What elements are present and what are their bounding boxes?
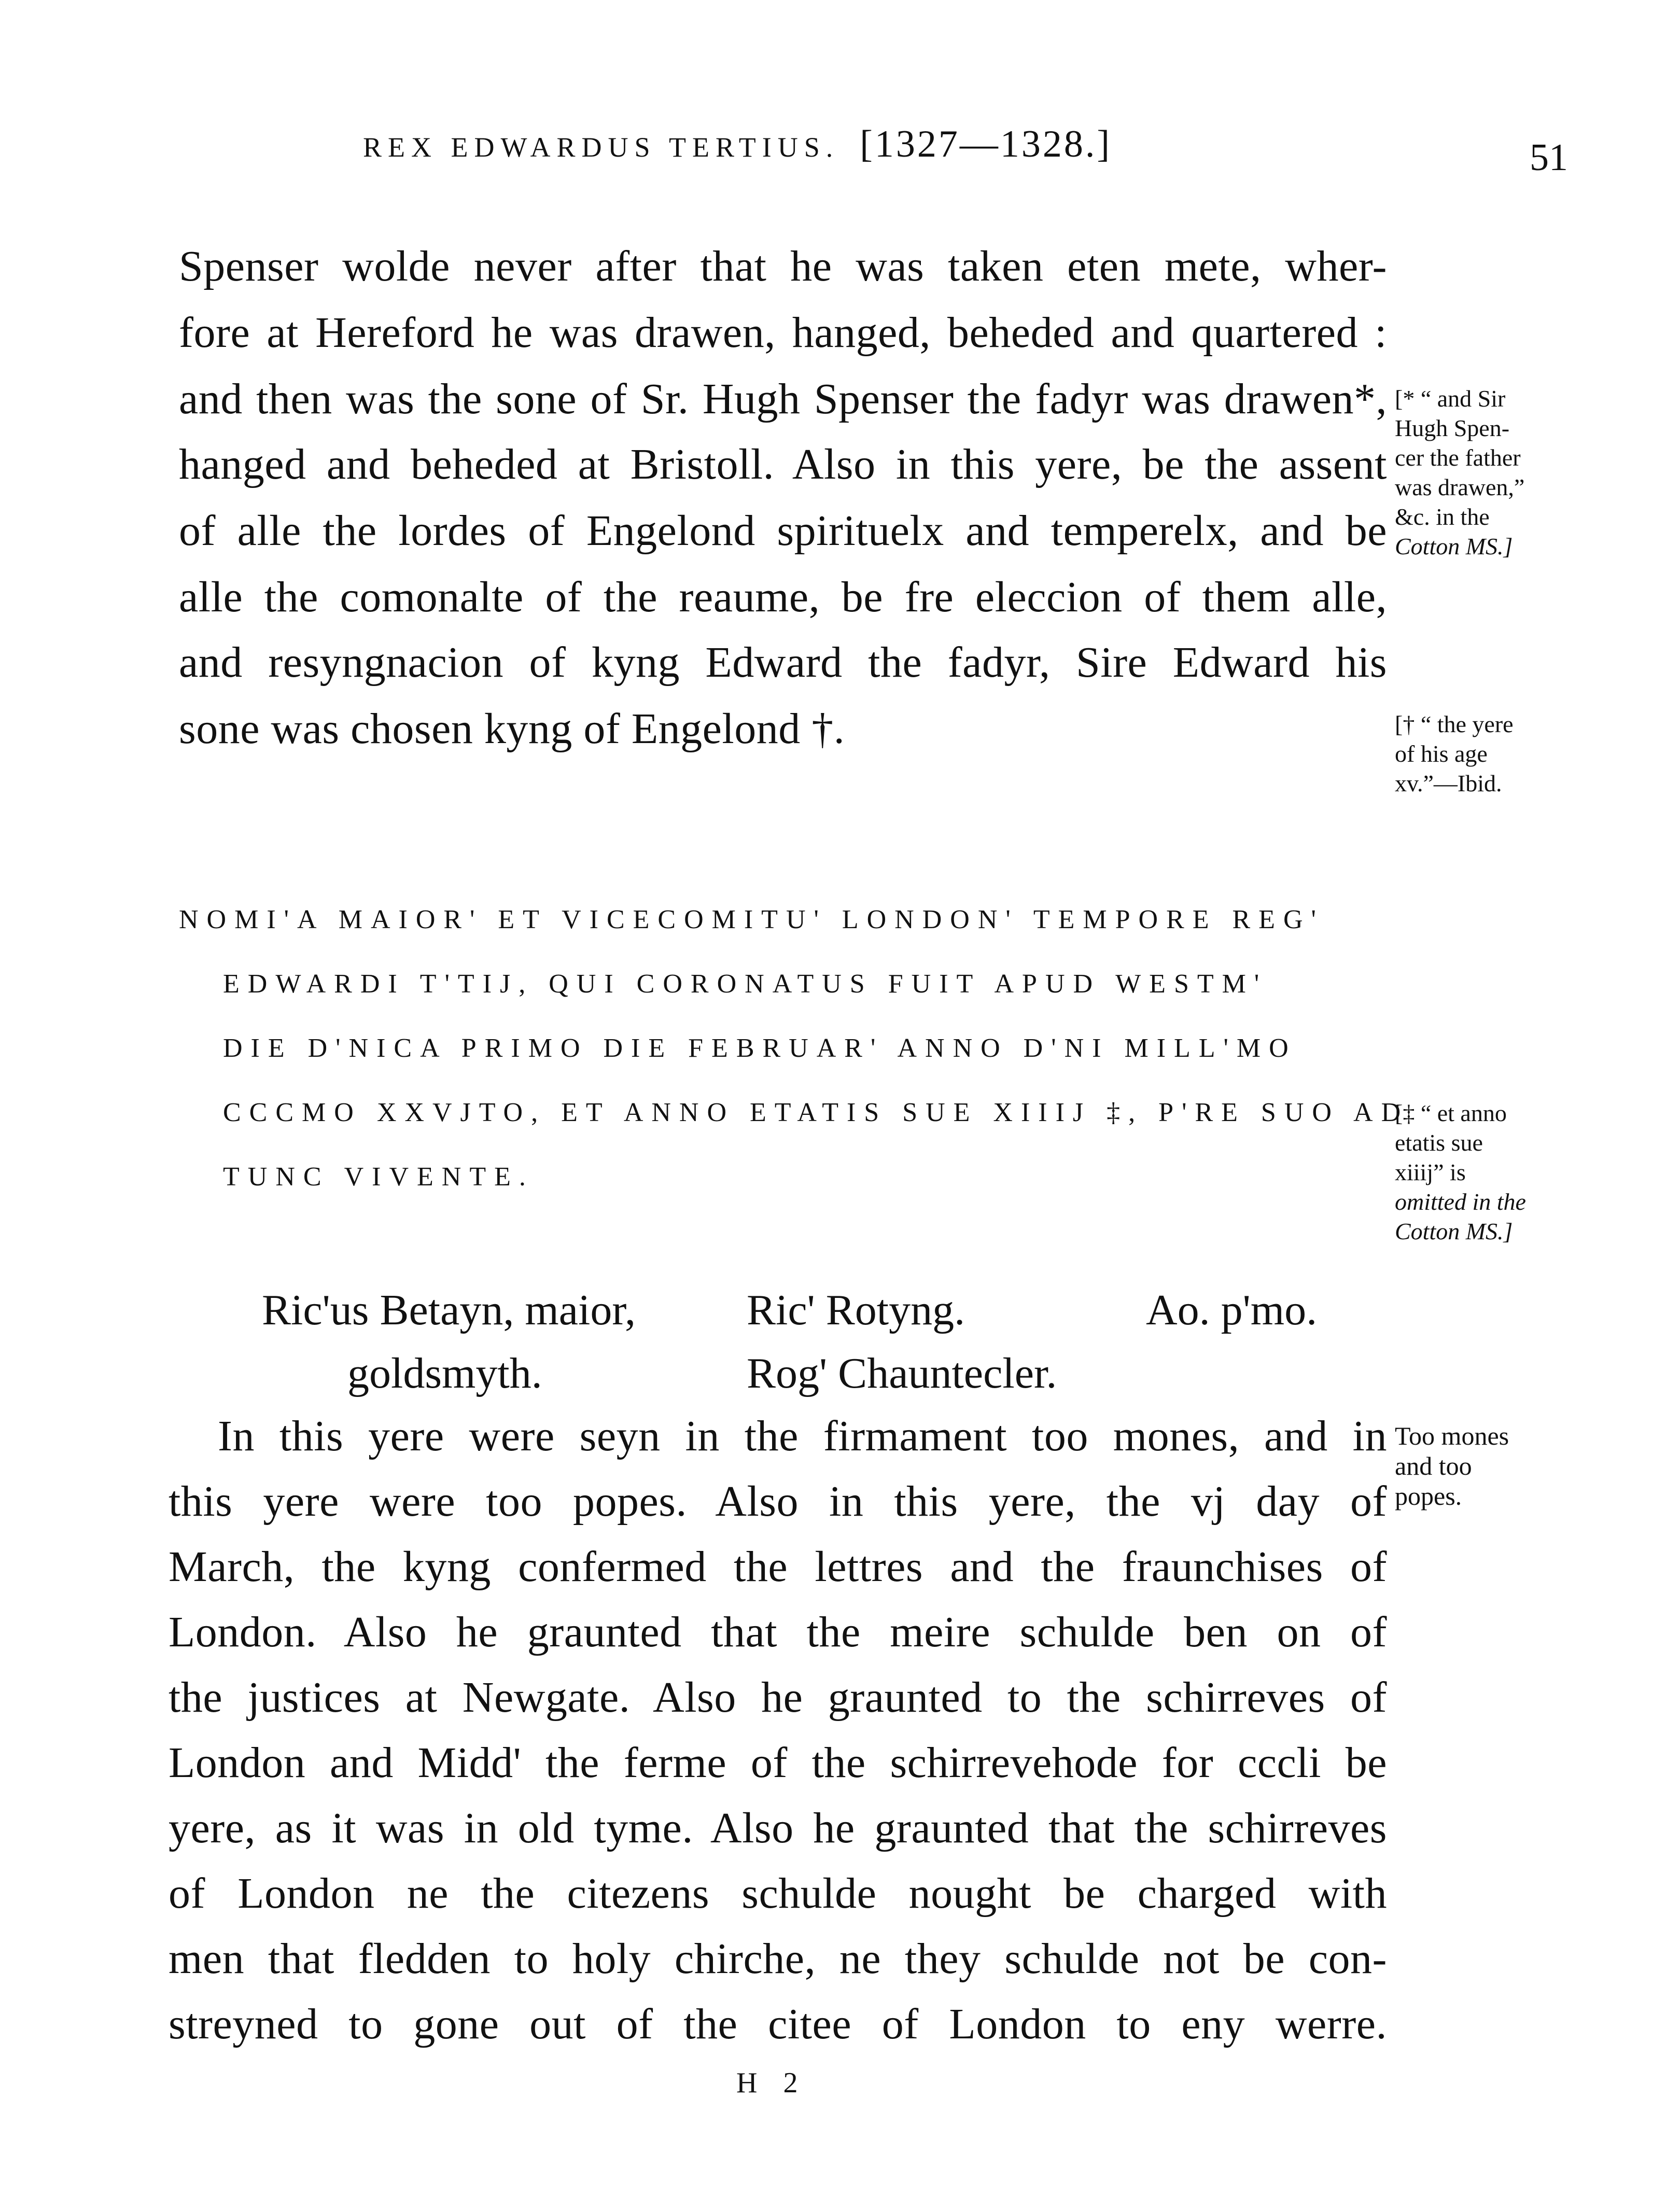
page-number: 51: [1530, 136, 1568, 179]
paragraph-line: alle the comonalte of the reaume, be fre eleccion of them alle,: [179, 573, 1387, 621]
paragraph-line: men that fledden to holy chirche, ne they schulde not be con-: [169, 1935, 1387, 1983]
note-line: Too mones: [1395, 1421, 1509, 1450]
note-line: Hugh Spen-: [1395, 415, 1510, 441]
paragraph-line: sone was chosen kyng of Engelond †.: [179, 705, 845, 753]
heading-line: TUNC VIVENTE.: [223, 1162, 534, 1192]
sheriff-1: Ric' Rotyng.: [747, 1286, 965, 1334]
note-line: cer the father: [1395, 444, 1521, 471]
paragraph-line: of alle the lordes of Engelond spirituelx and temperelx, and be: [179, 507, 1387, 555]
note-line: [† “ the yere: [1395, 711, 1514, 737]
side-note-2: [1395, 709, 1581, 798]
side-note-1: [1395, 384, 1581, 561]
note-line: was drawen,”: [1395, 474, 1525, 500]
paragraph-line: the justices at Newgate. Also he graunted to the schirreves of: [169, 1673, 1387, 1722]
note-line: and too: [1395, 1451, 1472, 1480]
note-line: Cotton MS.]: [1395, 1218, 1513, 1244]
sheriff-2: Rog' Chauntecler.: [747, 1349, 1057, 1397]
note-line: [* “ and Sir: [1395, 385, 1506, 412]
note-line: &c. in the: [1395, 503, 1490, 530]
note-line: omitted in the: [1395, 1188, 1526, 1215]
note-line: Cotton MS.]: [1395, 533, 1513, 560]
running-head-years: [1327—1328.]: [860, 123, 1112, 165]
paragraph-line: and then was the sone of Sr. Hugh Spenser the fadyr was drawen*,: [179, 375, 1387, 423]
note-line: popes.: [1395, 1481, 1462, 1510]
note-line: [‡ “ et anno: [1395, 1100, 1507, 1126]
note-line: xiiij” is: [1395, 1159, 1466, 1185]
paragraph-line: and resyngnacion of kyng Edward the fadyr, Sire Edward his: [179, 638, 1387, 687]
paragraph-line: March, the kyng confermed the lettres and the fraunchises of: [169, 1543, 1387, 1591]
side-note-3: [1395, 1098, 1581, 1246]
paragraph-line: fore at Hereford he was drawen, hanged, beheded and quartered :: [179, 309, 1387, 357]
paragraph-line: streyned to gone out of the citee of London to eny werre.: [169, 2000, 1387, 2048]
paragraph-line: hanged and beheded at Bristoll. Also in this yere, be the assent: [179, 440, 1387, 488]
heading-line: CCCMO XXVJTO, ET ANNO ETATIS SUE XIIIJ ‡, P'RE SUO AD: [223, 1098, 1409, 1127]
paragraph-line: this yere were too popes. Also in this yere, the vj day of: [169, 1477, 1387, 1526]
side-note-4: [1395, 1421, 1581, 1511]
paragraph-line: London and Midd' the ferme of the schirrevehode for cccli be: [169, 1739, 1387, 1787]
paragraph-line: Spenser wolde never after that he was taken eten mete, wher-: [179, 242, 1387, 290]
heading-line: EDWARDI T'TIJ, QUI CORONATUS FUIT APUD WESTM': [223, 969, 1268, 999]
heading-line: DIE D'NICA PRIMO DIE FEBRUAR' ANNO D'NI MILL'MO: [223, 1033, 1297, 1063]
regnal-year: Ao. p'mo.: [1146, 1286, 1318, 1334]
note-line: xv.”—Ibid.: [1395, 770, 1502, 796]
running-head: [363, 122, 1112, 166]
note-line: of his age: [1395, 740, 1488, 767]
signature-mark: H 2: [736, 2067, 807, 2099]
heading-line: NOMI'A MAIOR' ET VICECOMITU' LONDON' TEMPORE REG': [179, 905, 1324, 934]
paragraph-line: of London ne the citezens schulde nought be charged with: [169, 1869, 1387, 1918]
mayor-name: Ric'us Betayn, maior,: [262, 1286, 636, 1334]
mayor-trade: goldsmyth.: [347, 1349, 542, 1397]
note-line: etatis sue: [1395, 1129, 1483, 1156]
paragraph-line: London. Also he graunted that the meire schulde ben on of: [169, 1608, 1387, 1656]
paragraph-line: yere, as it was in old tyme. Also he graunted that the schirreves: [169, 1804, 1387, 1852]
running-head-title: REX EDWARDUS TERTIUS.: [363, 132, 839, 163]
paragraph-line: In this yere were seyn in the firmament too mones, and in: [218, 1412, 1387, 1460]
